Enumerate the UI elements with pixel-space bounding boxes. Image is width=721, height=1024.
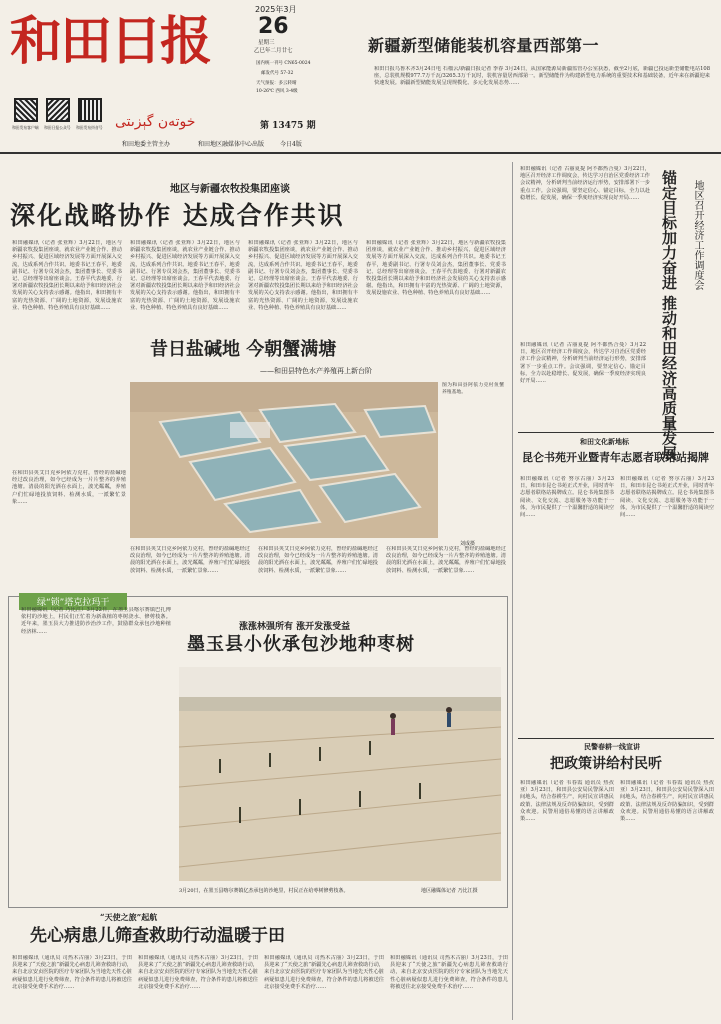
publisher: 和田地区融媒体中心出版 — [198, 141, 265, 148]
newspaper-name-uyghur: خوتەن گېزىتى — [115, 114, 196, 130]
green-body: 和田融媒讯（记者 乃比江）3月22日，在墨玉县喀尔赛镇巴扎博依村的沙地上，村民们正忙着为新栽植的枣树浇水、修剪枝条。近年来，墨玉县大力推进防沙治沙工作，鼓励群众承包沙地种植经济林…… — [21, 607, 171, 635]
divider — [518, 432, 714, 433]
saline-body-2: 在和田县英艾日克乡阿依力克村，曾经的盐碱地经过改良治理，如今已经成为一片片整齐的养殖池塘。清晨的阳光洒在水面上，波光粼粼，养殖户们忙碌地投放饲料、检测水质，一派繁忙景象…… — [130, 546, 250, 574]
green-subtitle: 涨涨林强所有 涨开发涨受益 — [239, 622, 351, 632]
page-count: 今日4版 — [280, 141, 302, 148]
qr-code-icon — [14, 98, 38, 122]
temperature: 10-26℃ 西风 3-4级 — [256, 89, 298, 94]
weather: 天气预报：多云转晴 — [256, 81, 297, 86]
saline-body-4: 在和田县英艾日克乡阿依力克村，曾经的盐碱地经过改良治理，如今已经成为一片片整齐的养殖池塘。清晨的阳光洒在水面上，波光粼粼，养殖户们忙碌地投放饲料、检测水质，一派繁忙景象…… — [386, 546, 506, 574]
feature-body-col3: 和田融媒讯（记者 张亚辉）3月22日，地区与新疆农牧投集团座谈，就农业产业链合作、推动乡村振兴、促进区域经济发展等方面开展深入交流，达成系列合作共识。地委书记王春平，地委副书记、行署专员刘会杰，集团董事长、党委书记、总经理等出席座谈会。王春平代表地委、行署对新疆农牧投集团长期以来给予和田经济社会发展的关心支持表示感谢。他指出，和田拥有丰富的光热资源、广阔的土地资源，发展设施农业、特色种植、特色养殖具有良好基础…… — [248, 240, 358, 311]
green-band: 绿“锁”塔克拉玛干 — [19, 593, 127, 610]
column-divider — [512, 162, 513, 1020]
qr-label: 和田日报公众号 — [44, 125, 71, 130]
feature-title[interactable]: 深化战略协作 达成合作共识 — [10, 201, 345, 230]
lunar-date: 乙巳年二月廿七 — [254, 48, 293, 54]
column-body-2: 和田融媒讯（记者 古丽夏提 阿不都热合曼）3月22日，地区召开经济工作调度会，传达学习自治区党委经济工作会议精神，分析研判当前经济运行形势，安排部署下一步重点工作。会议强调，要坚定信心、锚定目标，全力以赴稳增长、促发展，确保一季度经济实现良好开局…… — [520, 342, 646, 385]
qr-code-icon — [78, 98, 102, 122]
green-photographer: 地区融媒体记者 乃比江摄 — [421, 888, 478, 894]
police-body-1: 和田融媒讯（记者 韦春霞 通讯员 热孜亚）3月23日，和田县公安局民警深入田间地头，结合春耕生产，向村民宣讲惠民政策、法律法规及反诈防骗知识，受到群众欢迎。民警用通俗易懂的语言讲解政策…… — [520, 780, 614, 823]
feature-body-col2: 和田融媒讯（记者 张亚辉）3月22日，地区与新疆农牧投集团座谈，就农业产业链合作、推动乡村振兴、促进区域经济发展等方面开展深入交流，达成系列合作共识。地委书记王春平，地委副书记、行署专员刘会杰，集团董事长、党委书记、总经理等出席座谈会。王春平代表地委、行署对新疆农牧投集团长期以来给予和田经济社会发展的关心支持表示感谢。他指出，和田拥有丰富的光热资源、广阔的土地资源，发展设施农业、特色种植、特色养殖具有良好基础…… — [130, 240, 240, 311]
top-story — [368, 36, 710, 148]
top-story-body: 和田日报乌鲁木齐3月24日电 石榴云/新疆日报记者 季春 3月24日，从国家能源局新疆监管办公室获悉，截至2月底，新疆已投运新型储能电站108座，总装机规模977.7万千瓦/3265.3万千瓦时，装机容量居西部第一。新型储能作为构建新型电力系统的重要技术和基础装备，近年来在新疆迎来快速发展。新疆新型储能发展呈现规模化、多元化发展态势…… — [374, 66, 710, 87]
youth-body-1: 和田融媒讯（记者 努尔古丽）3月23日，和田市昆仑书苑正式开业，同时青年志愿者联络站揭牌成立。昆仑书苑集图书阅读、文化交流、志愿服务等功能于一体，为市民提供了一个温馨舒适的阅读空间…… — [520, 476, 614, 519]
green-title[interactable]: 墨玉县小伙承包沙地种枣树 — [187, 634, 415, 655]
heart-kicker: “天使之旅”起航 — [100, 912, 158, 922]
youth-title[interactable]: 昆仑书苑开业暨青年志愿者联络站揭牌 — [522, 451, 709, 464]
police-body-2: 和田融媒讯（记者 韦春霞 通讯员 热孜亚）3月23日，和田县公安局民警深入田间地头，结合春耕生产，向村民宣讲惠民政策、法律法规及反诈防骗知识，受到群众欢迎。民警用通俗易懂的语言讲解政策…… — [620, 780, 714, 823]
qr-label: 和田发布抖音号 — [76, 125, 103, 130]
saline-subtitle: ——和田县特色水产养殖再上新台阶 — [260, 367, 372, 375]
youth-body-2: 和田融媒讯（记者 努尔古丽）3月23日，和田市昆仑书苑正式开业，同时青年志愿者联络站揭牌成立。昆仑书苑集图书阅读、文化交流、志愿服务等功能于一体，为市民提供了一个温馨舒适的阅读空间…… — [620, 476, 714, 519]
sponsor: 和田地委主管主办 — [122, 141, 171, 148]
police-title[interactable]: 把政策讲给村民听 — [550, 756, 662, 772]
weekday: 星期三 — [258, 40, 275, 46]
saline-photographer: 刘成摄 — [460, 541, 476, 547]
top-story-title[interactable]: 新疆新型储能装机容量西部第一 — [368, 36, 600, 55]
qr-codes — [14, 98, 104, 132]
saline-body-3: 在和田县英艾日克乡阿依力克村，曾经的盐碱地经过改良治理，如今已经成为一片片整齐的养殖池塘。清晨的阳光洒在水面上，波光粼粼，养殖户们忙碌地投放饲料、检测水质，一派繁忙景象…… — [258, 546, 378, 574]
green-caption: 3月20日，在墨玉县喀尔赛镇亿杰承包的沙地里，村民正在给枣树修剪枝条。 — [179, 888, 349, 894]
column-body-1: 和田融媒讯（记者 古丽夏提 阿不都热合曼）3月22日，地区召开经济工作调度会，传达学习自治区党委经济工作会议精神，分析研判当前经济运行形势，安排部署下一步重点工作。会议强调，要坚定信心、锚定目标，全力以赴稳增长、促发展，确保一季度经济实现良好开局…… — [520, 166, 650, 201]
qr-label: 和田发布客户端 — [12, 125, 39, 130]
saline-title[interactable]: 昔日盐碱地 今朝蟹满塘 — [150, 339, 337, 360]
green-section — [8, 596, 508, 908]
date-day: 26 — [258, 14, 289, 39]
heart-body-4: 和田融媒讯（通讯员 司热木古丽）3月23日，于田县迎来了“天使之旅”新疆先心病患儿筛查救助行动，来自北京安贞医院的医疗专家团队为当地先天性心脏病疑似患儿进行免费筛查，符合条件的患儿将被送往北京接受免费手术治疗…… — [390, 955, 508, 990]
heart-body-1: 和田融媒讯（通讯员 司热木古丽）3月23日，于田县迎来了“天使之旅”新疆先心病患儿筛查救助行动，来自北京安贞医院的医疗专家团队为当地先天性心脏病疑似患儿进行免费筛查，符合条件的患儿将被送往北京接受免费手术治疗…… — [12, 955, 132, 990]
desert-orchard-image — [179, 667, 501, 881]
feature-kicker: 地区与新疆农牧投集团座谈 — [170, 184, 290, 195]
newspaper-name: 和田日报 — [10, 11, 211, 72]
issue-number: 第 13475 期 — [260, 121, 316, 131]
heart-body-2: 和田融媒讯（通讯员 司热木古丽）3月23日，于田县迎来了“天使之旅”新疆先心病患儿筛查救助行动，来自北京安贞医院的医疗专家团队为当地先天性心脏病疑似患儿进行免费筛查，符合条件的患儿将被送往北京接受免费手术治疗…… — [138, 955, 258, 990]
youth-kicker: 和田文化新地标 — [580, 437, 629, 446]
saline-caption: 图为和田县阿依力克村鱼蟹养殖基地。 — [442, 383, 504, 396]
heart-body-3: 和田融媒讯（通讯员 司热木古丽）3月23日，于田县迎来了“天使之旅”新疆先心病患儿筛查救助行动，来自北京安贞医院的医疗专家团队为当地先天性心脏病疑似患儿进行免费筛查，符合条件的患儿将被送往北京接受免费手术治疗…… — [264, 955, 384, 990]
column-vertical-kicker: 地区召开经济工作调度会 — [692, 180, 703, 290]
police-kicker: 民警春耕一线宣讲 — [584, 742, 640, 751]
saline-photo — [130, 382, 438, 538]
post-code: 邮发代号 57-32 — [261, 71, 294, 76]
qr-code-icon — [46, 98, 70, 122]
saline-body-1: 在和田县英艾日克乡阿依力克村，曾经的盐碱地经过改良治理，如今已经成为一片片整齐的养殖池塘。清晨的阳光洒在水面上，波光粼粼，养殖户们忙碌地投放饲料、检测水质，一派繁忙景象…… — [12, 470, 126, 505]
feature-body-col4: 和田融媒讯（记者 张亚辉）3月22日，地区与新疆农牧投集团座谈，就农业产业链合作、推动乡村振兴、促进区域经济发展等方面开展深入交流，达成系列合作共识。地委书记王春平，地委副书记、行署专员刘会杰，集团董事长、党委书记、总经理等出席座谈会。王春平代表地委、行署对新疆农牧投集团长期以来给予和田经济社会发展的关心支持表示感谢。他指出，和田拥有丰富的光热资源、广阔的土地资源，发展设施农业、特色种植、特色养殖具有良好基础…… — [366, 240, 506, 297]
masthead-rule — [0, 152, 721, 154]
divider — [518, 738, 714, 739]
issn: 国内统一刊号 CN65-0024 — [256, 61, 311, 66]
feature-body-col1: 和田融媒讯（记者 张亚辉）3月22日，地区与新疆农牧投集团座谈，就农业产业链合作、推动乡村振兴、促进区域经济发展等方面开展深入交流，达成系列合作共识。地委书记王春平，地委副书记、行署专员刘会杰，集团董事长、党委书记、总经理等出席座谈会。王春平代表地委、行署对新疆农牧投集团长期以来给予和田经济社会发展的关心支持表示感谢。他指出，和田拥有丰富的光热资源、广阔的土地资源，发展设施农业、特色种植、特色养殖具有良好基础…… — [12, 240, 122, 311]
green-photo — [179, 667, 501, 881]
column-vertical-title[interactable]: 锚定目标加力奋进 推动和田经济高质量发展 — [660, 170, 678, 461]
date-year-month: 2025年3月 — [255, 5, 297, 14]
heart-title[interactable]: 先心病患儿筛查救助行动温暖于田 — [30, 926, 285, 946]
aerial-ponds-image — [130, 382, 438, 538]
